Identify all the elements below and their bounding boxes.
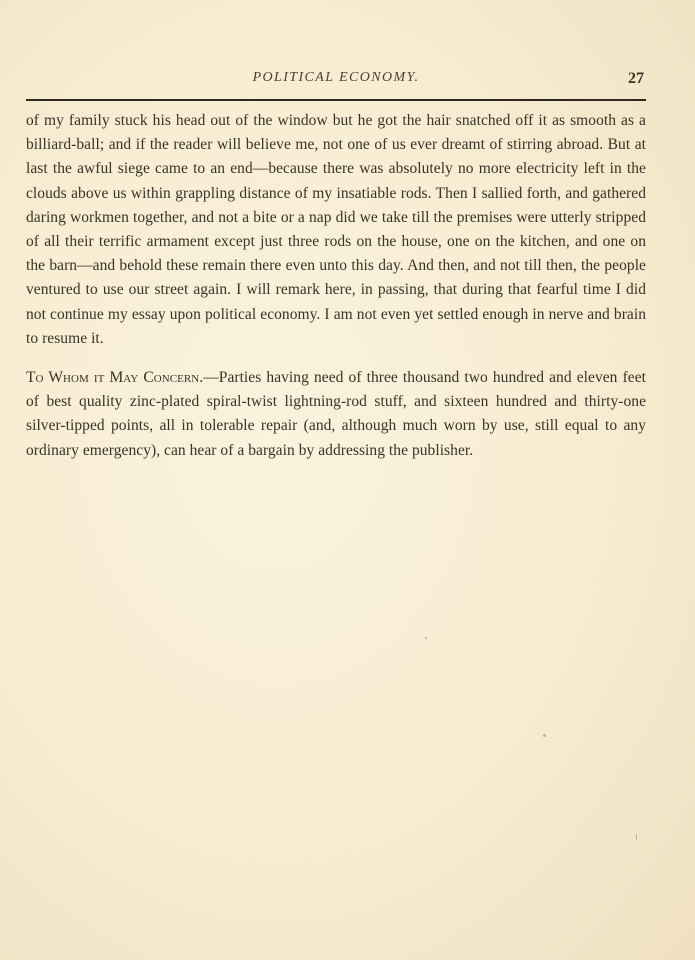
paragraph-2 xyxy=(26,366,646,463)
paragraph-1: of my family stuck his head out of the window but he got the hair snatched off it as smooth as a billiard-ball; and if the reader will believe me, not one of us ever dreamt of stirring abroad. But at last the awful siege came to an end—because there was absolutely no more electricity left in the clouds above us within grappling distance of my insatiable rods. Then I sallied forth, and gathered daring workmen together, and not a bite or a nap did we take till the premises were utterly stripped of all their terrific armament except just three rods on the house, one on the kitchen, and one on the barn—and behold these remain there even unto this day. And then, and not till then, the people ventured to use our street again. I will remark here, in passing, that during that fearful time I did not continue my essay upon political economy. I am not even yet settled enough in nerve and brain to resume it. xyxy=(26,112,646,347)
paper-speck xyxy=(425,637,427,639)
notice-text: —Parties having need of three thousand two hundred and eleven feet of best quality zinc-plated spiral-twist lightning-rod stuff, and sixteen hundred and thirty-one silver-tipped points, all in tolerable repair (and, although much worn by use, still equal to any ordinary emergency), can hear of a bargain by addressing the publisher. xyxy=(26,369,646,459)
paper-speck xyxy=(636,834,637,840)
notice-heading: To Whom it May Concern. xyxy=(26,369,204,387)
page-number: 27 xyxy=(628,70,644,87)
running-head xyxy=(26,70,646,92)
header-rule xyxy=(26,99,646,101)
body-text xyxy=(26,109,646,463)
running-title: POLITICAL ECONOMY. xyxy=(252,70,420,85)
paper-speck xyxy=(543,734,546,737)
